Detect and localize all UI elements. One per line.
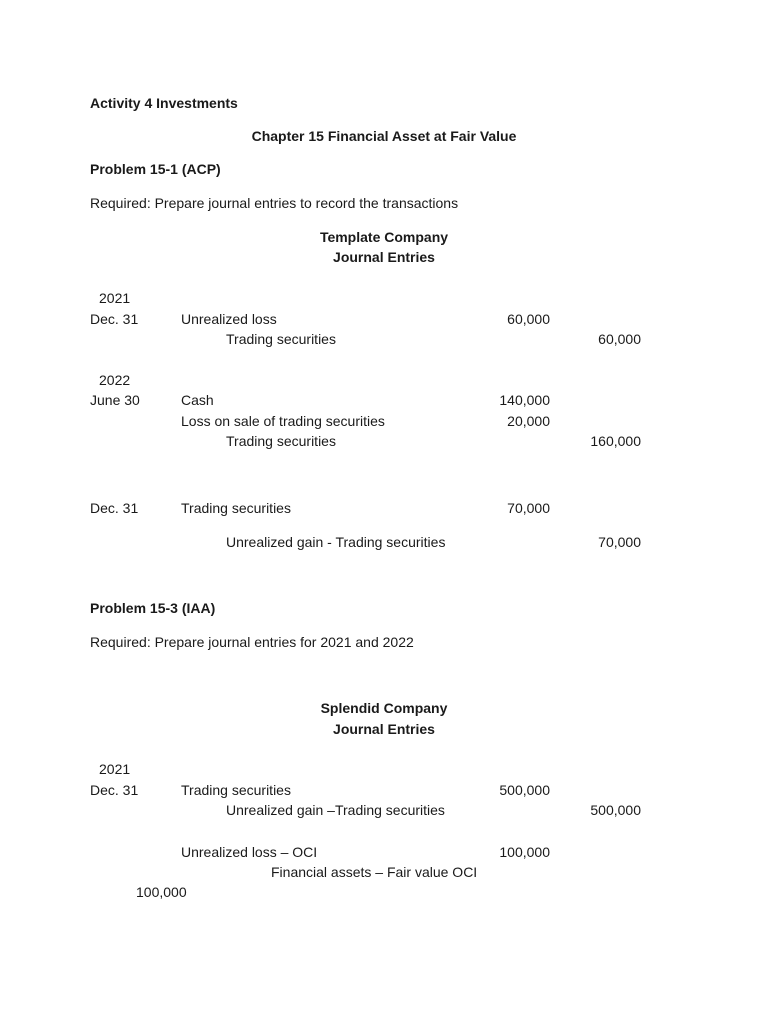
debit-account: Trading securities: [181, 500, 291, 516]
credit-amount: 70,000: [598, 534, 641, 550]
credit-amount: 500,000: [590, 802, 641, 818]
entry-date: June 30: [90, 392, 140, 408]
credit-amount: 60,000: [598, 331, 641, 347]
entry-date: Dec. 31: [90, 311, 139, 327]
problem-2-subtitle: Journal Entries: [333, 721, 435, 737]
credit-account: Unrealized gain –Trading securities: [226, 802, 445, 818]
entry-date: Dec. 31: [90, 500, 139, 516]
credit-account: Unrealized gain - Trading securities: [226, 534, 446, 550]
problem-1-required: Required: Prepare journal entries to record the transactions: [90, 195, 459, 211]
chapter-title: Chapter 15 Financial Asset at Fair Value: [251, 128, 517, 144]
year-label: 2021: [99, 761, 131, 777]
year-label: 2022: [99, 372, 131, 388]
problem-1-company: Template Company: [319, 229, 449, 245]
problem-2-required: Required: Prepare journal entries for 2021 and 2022: [90, 634, 414, 650]
problem-1-heading: Problem 15-1 (ACP): [90, 161, 221, 177]
problem-1-subtitle: Journal Entries: [333, 249, 435, 265]
credit-account: Trading securities: [226, 331, 336, 347]
problem-2-company: Splendid Company: [320, 700, 448, 716]
debit-amount: 500,000: [499, 782, 550, 798]
debit-account: Unrealized loss – OCI: [181, 844, 318, 860]
debit-account: Unrealized loss: [181, 311, 277, 327]
debit-account: Cash: [181, 392, 214, 408]
credit-account: Financial assets – Fair value OCI: [271, 864, 478, 880]
debit-account: Loss on sale of trading securities: [181, 413, 385, 429]
problem-2-heading: Problem 15-3 (IAA): [90, 600, 216, 616]
activity-title: Activity 4 Investments: [90, 95, 238, 111]
credit-amount: 160,000: [590, 433, 641, 449]
debit-amount: 60,000: [507, 311, 550, 327]
entry-date: Dec. 31: [90, 782, 139, 798]
year-label: 2021: [99, 290, 131, 306]
debit-amount: 70,000: [507, 500, 550, 516]
debit-amount: 100,000: [499, 844, 550, 860]
credit-account: Trading securities: [226, 433, 336, 449]
debit-amount: 20,000: [507, 413, 550, 429]
credit-amount: 100,000: [136, 884, 187, 900]
debit-amount: 140,000: [499, 392, 550, 408]
debit-account: Trading securities: [181, 782, 291, 798]
